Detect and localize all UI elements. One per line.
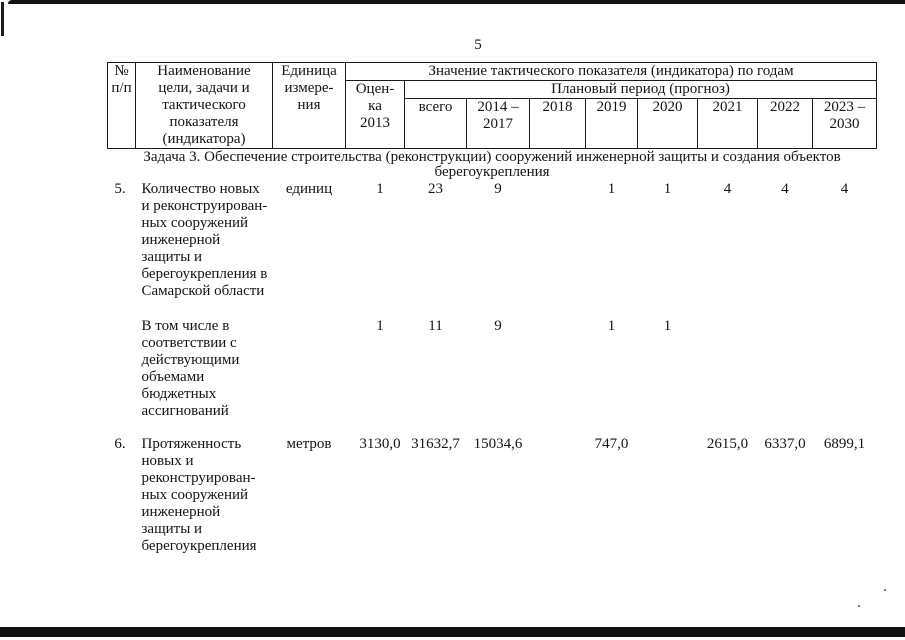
row-value-2023-2030: 4 — [840, 180, 849, 197]
row-value-2018 — [530, 181, 586, 318]
scan-border-bottom — [0, 627, 905, 637]
row-value-total: 23 — [428, 180, 443, 197]
row-value-2019: 747,0 — [594, 435, 629, 452]
row-value-2018 — [530, 318, 586, 436]
header-col-unit: Единица измере- ния — [273, 63, 346, 149]
table-row — [108, 318, 877, 436]
row-estimate-2013: 1 — [376, 317, 384, 334]
page-number: 5 — [474, 37, 482, 53]
header-col-name: Наименование цели, задачи и тактического показателя (индикатора) — [136, 63, 273, 149]
row-indicator-name: Количество новых и реконструирован- ных сооружений инженерной защиты и берегоукрепления в Самарской области — [141, 180, 268, 299]
scan-speck — [884, 589, 886, 591]
table-header — [108, 63, 877, 149]
row-indicator-name: В том числе в соответствии с действующими объемами бюджетных ассигнований — [141, 317, 240, 419]
header-col-total: всего — [405, 99, 467, 149]
row-value-2014-2017: 15034,6 — [473, 435, 523, 452]
scan-speck — [858, 605, 860, 607]
row-number — [108, 318, 136, 436]
header-col-2023-2030: 2023 – 2030 — [813, 99, 877, 149]
row-value-2021: 2615,0 — [706, 435, 749, 452]
table-row — [108, 436, 877, 555]
row-value-2019: 1 — [607, 180, 616, 197]
header-col-2019: 2019 — [586, 99, 638, 149]
header-col-2021: 2021 — [698, 99, 758, 149]
row-value-2019: 1 — [607, 317, 616, 334]
header-col-2022: 2022 — [758, 99, 813, 149]
row-estimate-2013: 3130,0 — [359, 435, 401, 452]
row-value-2020: 1 — [663, 180, 672, 197]
row-value-2020: 1 — [663, 317, 672, 334]
header-col-2014-2017: 2014 – 2017 — [467, 99, 530, 149]
row-value-2018 — [530, 436, 586, 555]
row-value-2022 — [758, 318, 813, 436]
header-values-by-year: Значение тактического показателя (индикатора) по годам — [346, 63, 877, 81]
indicator-table — [107, 62, 877, 555]
table-body — [108, 149, 877, 555]
scan-border-top — [8, 0, 905, 4]
row-value-2014-2017: 9 — [494, 180, 502, 197]
row-unit: единиц — [285, 180, 333, 197]
row-value-total: 31632,7 — [411, 435, 460, 452]
row-value-2023-2030: 6899,1 — [823, 435, 866, 452]
header-col-2018: 2018 — [530, 99, 586, 149]
table-row — [108, 181, 877, 318]
row-value-2023-2030 — [813, 318, 877, 436]
row-value-2022: 4 — [781, 180, 789, 197]
scan-border-left — [1, 2, 4, 36]
row-value-2021 — [698, 318, 758, 436]
row-number: 6. — [114, 435, 126, 452]
row-estimate-2013: 1 — [376, 180, 384, 197]
row-value-2020 — [638, 436, 698, 555]
row-number: 5. — [114, 180, 126, 197]
header-col-estimate-2013: Оцен- ка 2013 — [346, 81, 405, 149]
row-value-2021: 4 — [723, 180, 732, 197]
row-unit: метров — [286, 435, 332, 452]
row-value-2022: 6337,0 — [764, 435, 806, 452]
row-value-total: 11 — [428, 317, 443, 334]
header-col-number: № п/п — [108, 63, 136, 149]
row-indicator-name: Протяженность новых и реконструирован- ных сооружений инженерной защиты и берегоукрепления — [141, 435, 257, 554]
row-value-2014-2017: 9 — [494, 317, 502, 334]
header-plan-period: Плановый период (прогноз) — [405, 81, 877, 99]
row-unit — [273, 318, 346, 436]
header-col-2020: 2020 — [638, 99, 698, 149]
task-heading: Задача 3. Обеспечение строительства (реконструкции) сооружений инженерной защиты и создания объектов берегоукрепления — [143, 149, 841, 180]
